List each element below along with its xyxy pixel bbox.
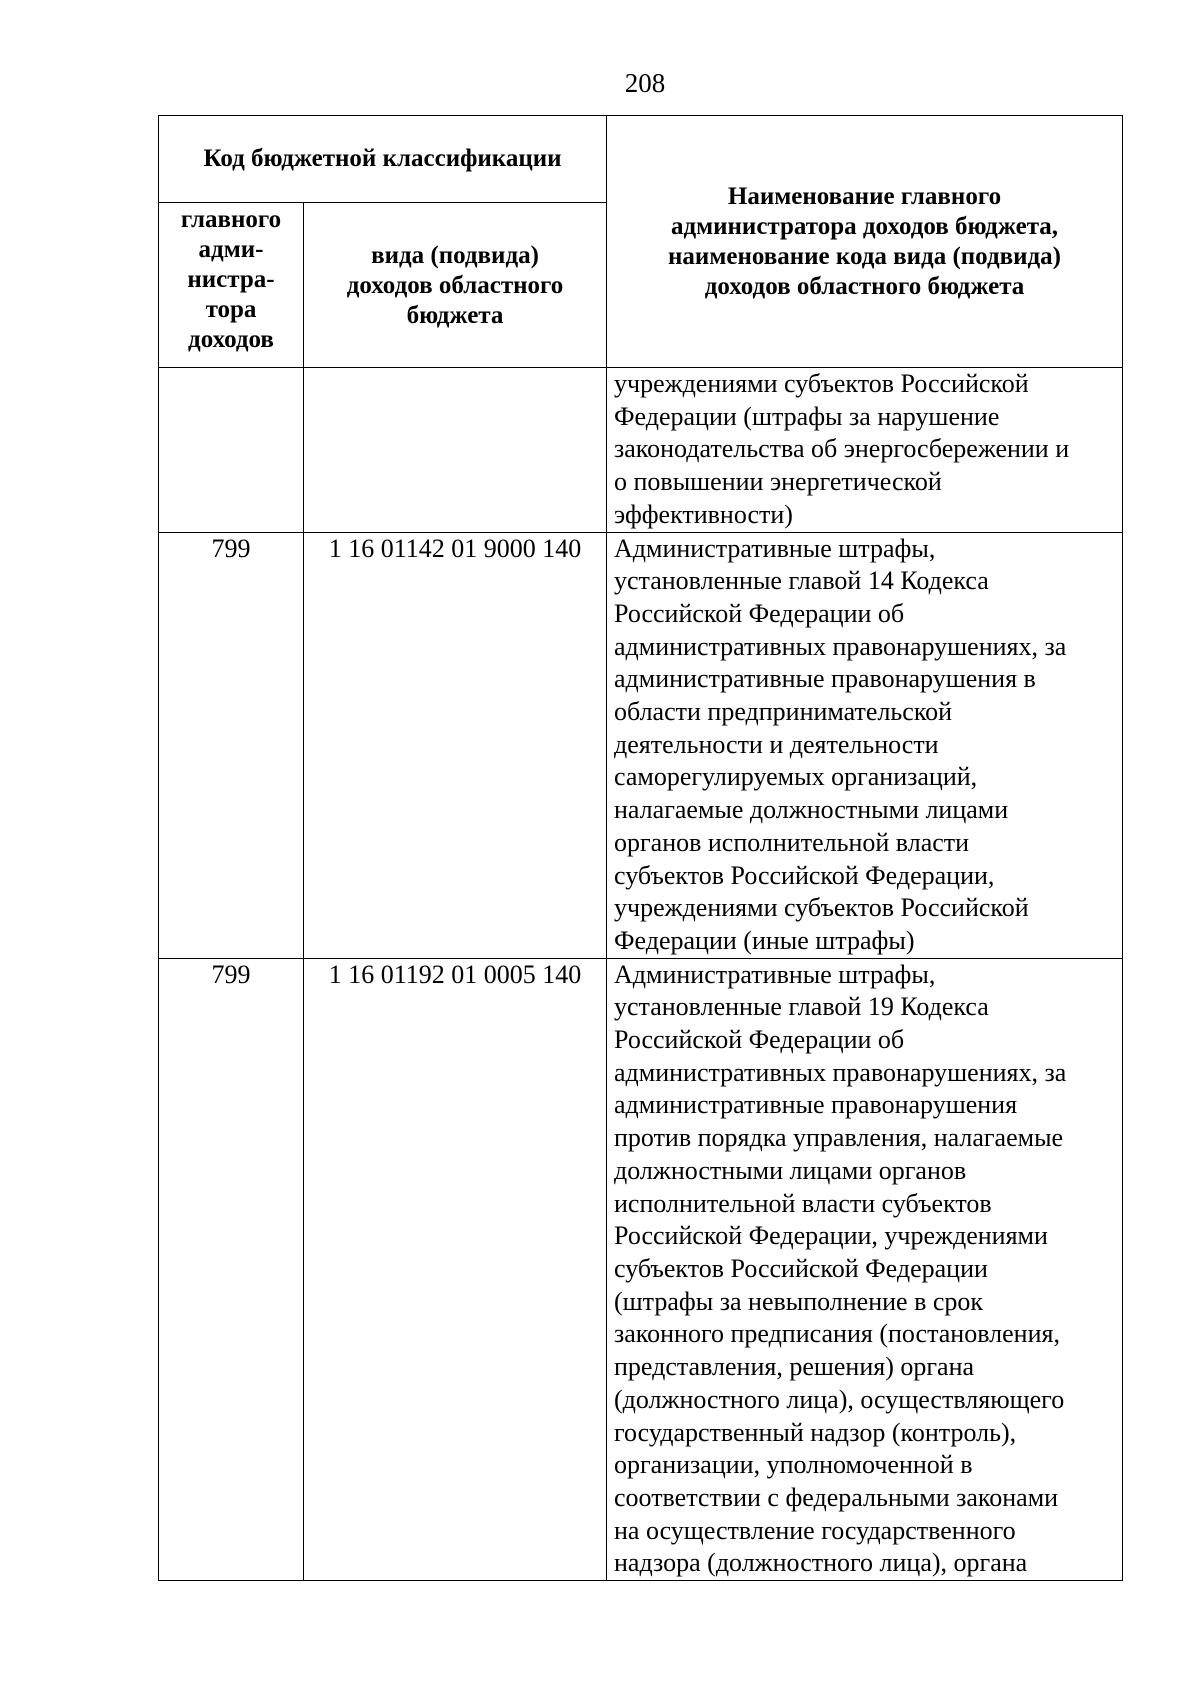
header-name-line: наименование кода вида (подвида) — [668, 242, 1061, 270]
description-line: саморегулируемых организаций, — [614, 762, 978, 792]
description-line: учреждениями субъектов Российской — [614, 893, 1029, 923]
description-line: учреждениями субъектов Российской — [614, 369, 1029, 398]
header-name-line: доходов областного бюджета — [704, 272, 1025, 300]
description-cell — [607, 532, 1123, 958]
kind-code-cell — [304, 368, 607, 533]
header-classification-code: Код бюджетной классификации — [159, 116, 607, 203]
description-line: Федерации (иные штрафы) — [614, 925, 915, 955]
header-name-line: администратора доходов бюджета, — [670, 212, 1059, 240]
description-line: административных правонарушениях, за — [614, 631, 1067, 661]
description-line: исполнительной власти субъектов — [614, 1188, 992, 1218]
description-line: органов исполнительной власти — [614, 827, 970, 857]
header-kind-line: вида (подвида) — [371, 242, 539, 269]
description-line: Российской Федерации об — [614, 598, 905, 628]
header-kind-line: бюджета — [406, 302, 504, 329]
description-line: установленные главой 19 Кодекса — [614, 992, 989, 1022]
description-line: представления, решения) органа — [614, 1352, 975, 1382]
table-row — [159, 958, 1123, 1580]
header-admin-line: нистра- — [187, 266, 275, 293]
description-line: Федерации (штрафы за нарушение — [614, 401, 1000, 431]
description-line: Российской Федерации об — [614, 1025, 905, 1055]
admin-code-cell: 799 — [159, 958, 304, 1580]
budget-classification-table — [158, 115, 1123, 1581]
header-kind-line: доходов областного — [346, 272, 564, 299]
header-admin-line: главного — [180, 206, 282, 233]
description-line: должностными лицами органов — [614, 1155, 967, 1185]
description-line: соответствии с федеральными законами — [614, 1482, 1059, 1512]
header-name — [607, 116, 1123, 368]
description-line: на осуществление государственного — [614, 1515, 1016, 1545]
admin-code-cell: 799 — [159, 532, 304, 958]
table-row — [159, 532, 1123, 958]
description-line: административные правонарушения в — [614, 664, 1036, 694]
header-admin-line: доходов — [188, 326, 274, 353]
description-line: Административные штрафы, — [614, 533, 936, 563]
header-admin-line: адми- — [198, 236, 264, 263]
description-line: государственный надзор (контроль), — [614, 1417, 1017, 1447]
description-line: законодательства об энергосбережении и — [614, 434, 1070, 464]
description-cell — [607, 368, 1123, 533]
description-line: Административные штрафы, — [614, 959, 936, 989]
description-line: административных правонарушениях, за — [614, 1057, 1067, 1087]
description-line: установленные главой 14 Кодекса — [614, 566, 989, 596]
kind-code-cell: 1 16 01142 01 9000 140 — [304, 532, 607, 958]
page-number: 208 — [624, 68, 666, 98]
description-line: эффективности) — [614, 499, 793, 529]
description-line: надзора (должностного лица), органа — [614, 1548, 1028, 1578]
description-line: против порядка управления, налагаемые — [614, 1123, 1064, 1153]
description-line: (штрафы за невыполнение в срок — [614, 1286, 984, 1316]
description-line: субъектов Российской Федерации, — [614, 860, 995, 890]
description-line: организации, уполномоченной в — [614, 1450, 973, 1480]
description-line: деятельности и деятельности — [614, 729, 939, 759]
description-line: административные правонарушения — [614, 1090, 1018, 1120]
description-line: (должностного лица), осуществляющего — [614, 1384, 1065, 1414]
header-admin-code — [159, 203, 304, 368]
description-line: Российской Федерации, учреждениями — [614, 1221, 1048, 1251]
table-row — [159, 368, 1123, 533]
description-line: законного предписания (постановления, — [614, 1319, 1060, 1349]
header-admin-line: тора — [205, 296, 257, 323]
description-line: субъектов Российской Федерации — [614, 1253, 988, 1283]
description-line: налагаемые должностными лицами — [614, 795, 1009, 825]
description-line: области предпринимательской — [614, 697, 953, 727]
description-line: о повышении энергетической — [614, 467, 942, 497]
kind-code-cell: 1 16 01192 01 0005 140 — [304, 958, 607, 1580]
header-name-line: Наименование главного — [727, 182, 1002, 210]
description-cell — [607, 958, 1123, 1580]
admin-code-cell — [159, 368, 304, 533]
header-kind-code — [304, 203, 607, 368]
